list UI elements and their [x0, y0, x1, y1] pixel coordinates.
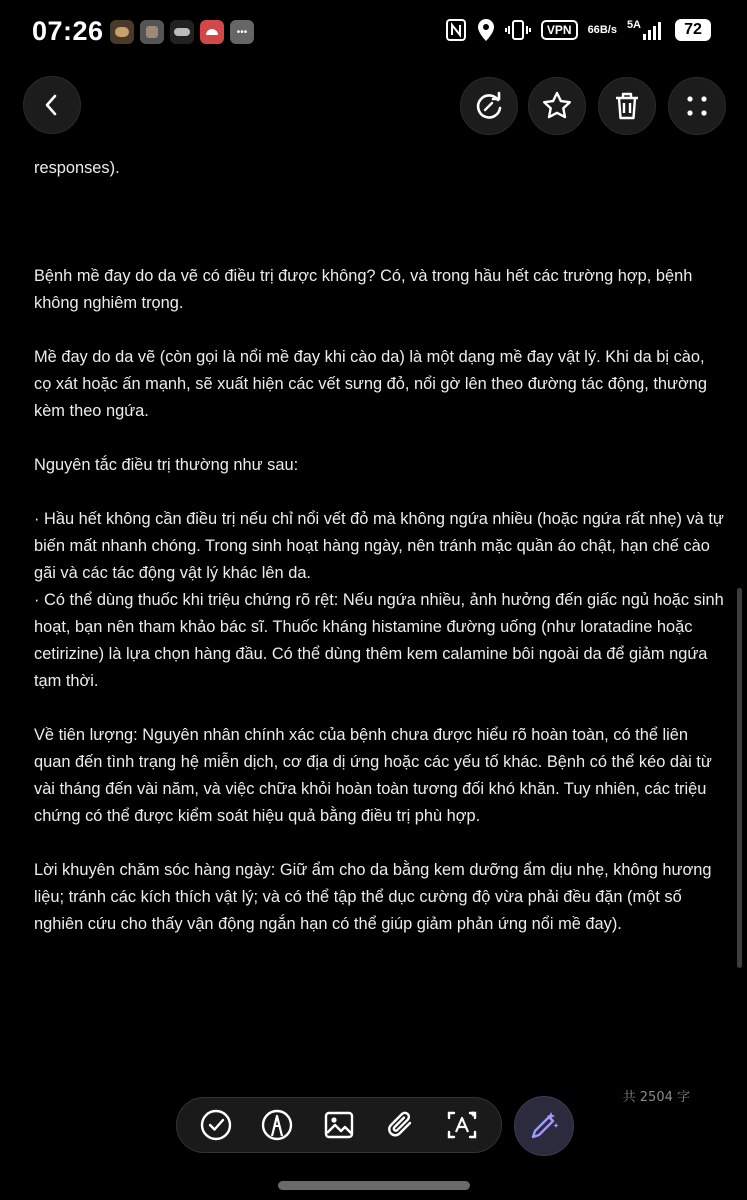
more-options-button[interactable]	[668, 77, 726, 135]
editor-toolbar	[176, 1097, 502, 1153]
text-scan-icon	[445, 1108, 479, 1142]
word-count: 共 2504 字	[622, 1090, 690, 1105]
attach-file-button[interactable]	[381, 1105, 421, 1145]
paperclip-icon	[384, 1108, 418, 1142]
nfc-icon	[445, 18, 467, 42]
note-paragraph[interactable]: Nguyên tắc điều trị thường như sau:	[34, 456, 299, 474]
checklist-icon	[199, 1108, 233, 1142]
delete-button[interactable]	[598, 77, 656, 135]
home-indicator[interactable]	[278, 1181, 470, 1190]
notification-icons	[110, 20, 254, 44]
image-icon	[322, 1108, 356, 1142]
ai-assistant-button[interactable]	[514, 1096, 574, 1156]
net-speed-value: 66	[587, 23, 600, 36]
location-icon	[477, 18, 495, 42]
favorite-button[interactable]	[528, 77, 586, 135]
note-paragraph[interactable]: Bệnh mề đay do da vẽ có điều trị được không? Có, và trong hầu hết các trường hợp, bệnh không nghiêm trọng.	[34, 267, 693, 312]
note-bullet[interactable]: · Hầu hết không cần điều trị nếu chỉ nổi vết đỏ mà không ngứa nhiều (hoặc ngứa rất nhẹ) và tự biến mất nhanh chóng. Trong sinh hoạt hàng ngày, nên tránh mặc quần áo chật, hạn chế cào gãi và các tác động vật lý khác lên da.	[34, 510, 724, 582]
signal-label: 5A	[626, 19, 641, 31]
star-icon	[541, 90, 573, 122]
note-bullet[interactable]: · Có thể dùng thuốc khi triệu chứng rõ rệt: Nếu ngứa nhiều, ảnh hưởng đến giấc ngủ hoặc sinh hoạt, bạn nên tham khảo bác sĩ. Thuốc kháng histamine đường uống (như loratadine hoặc cetirizine) là lựa chọn hàng đầu. Có thể dùng thêm kem calamine bôi ngoài da để giảm ngứa tạm thời.	[34, 591, 724, 690]
vpn-badge: VPN	[541, 20, 578, 40]
note-paragraph[interactable]: Về tiên lượng: Nguyên nhân chính xác của bệnh chưa được hiểu rõ hoàn toàn, có thể liên quan đến tình trạng hệ miễn dịch, cơ địa dị ứng hoặc các yếu tố khác. Bệnh có thể kéo dài từ vài tháng đến vài năm, và việc chữa khỏi hoàn toàn tương đối khó khăn. Tuy nhiên, các triệu chứng có thể được kiểm soát hiệu quả bằng điều trị phù hợp.	[34, 726, 712, 825]
status-bar	[0, 0, 747, 66]
message-icon: •••	[230, 20, 254, 44]
redo-icon	[473, 90, 505, 122]
ai-sparkle-pen-icon	[527, 1109, 561, 1143]
net-speed-unit: B/s	[599, 23, 617, 36]
checklist-button[interactable]	[196, 1105, 236, 1145]
insert-image-button[interactable]	[319, 1105, 359, 1145]
trash-icon	[612, 90, 642, 122]
scrollbar[interactable]	[737, 588, 742, 968]
chevron-left-icon	[40, 93, 64, 117]
app-notification-icon	[110, 20, 134, 44]
note-body[interactable]	[34, 263, 724, 965]
note-paragraph[interactable]: Lời khuyên chăm sóc hàng ngày: Giữ ẩm cho da bằng kem dưỡng ẩm dịu nhẹ, không hương liệu; tránh các kích thích vật lý; và có thể tập thể dục cường độ vừa phải đều đặn (một số nghiên cứu cho thấy vận động ngắn hạn có thể giúp giảm phản ứng nổi mề đay).	[34, 861, 712, 933]
status-time: 07:26	[32, 16, 104, 46]
pen-icon	[260, 1108, 294, 1142]
cloud-notification-icon	[170, 20, 194, 44]
battery-indicator: 72	[675, 19, 711, 41]
handwriting-button[interactable]	[257, 1105, 297, 1145]
more-dots-icon	[683, 92, 711, 120]
note-paragraph[interactable]: Mề đay do da vẽ (còn gọi là nổi mề đay khi cào da) là một dạng mề đay vật lý. Khi da bị cào, cọ xát hoặc ấn mạnh, sẽ xuất hiện các vết sưng đỏ, nổi gờ lên theo đường tác động, thường kèm theo ngứa.	[34, 348, 707, 420]
missed-call-icon	[200, 20, 224, 44]
text-recognition-button[interactable]	[442, 1105, 482, 1145]
network-speed	[588, 25, 617, 36]
cellular-signal-icon	[627, 20, 665, 40]
note-text-line[interactable]: responses).	[34, 159, 120, 177]
app-notification-icon	[140, 20, 164, 44]
vibrate-icon	[505, 18, 531, 42]
redo-button[interactable]	[460, 77, 518, 135]
back-button[interactable]	[23, 76, 81, 134]
system-icons	[445, 18, 711, 42]
